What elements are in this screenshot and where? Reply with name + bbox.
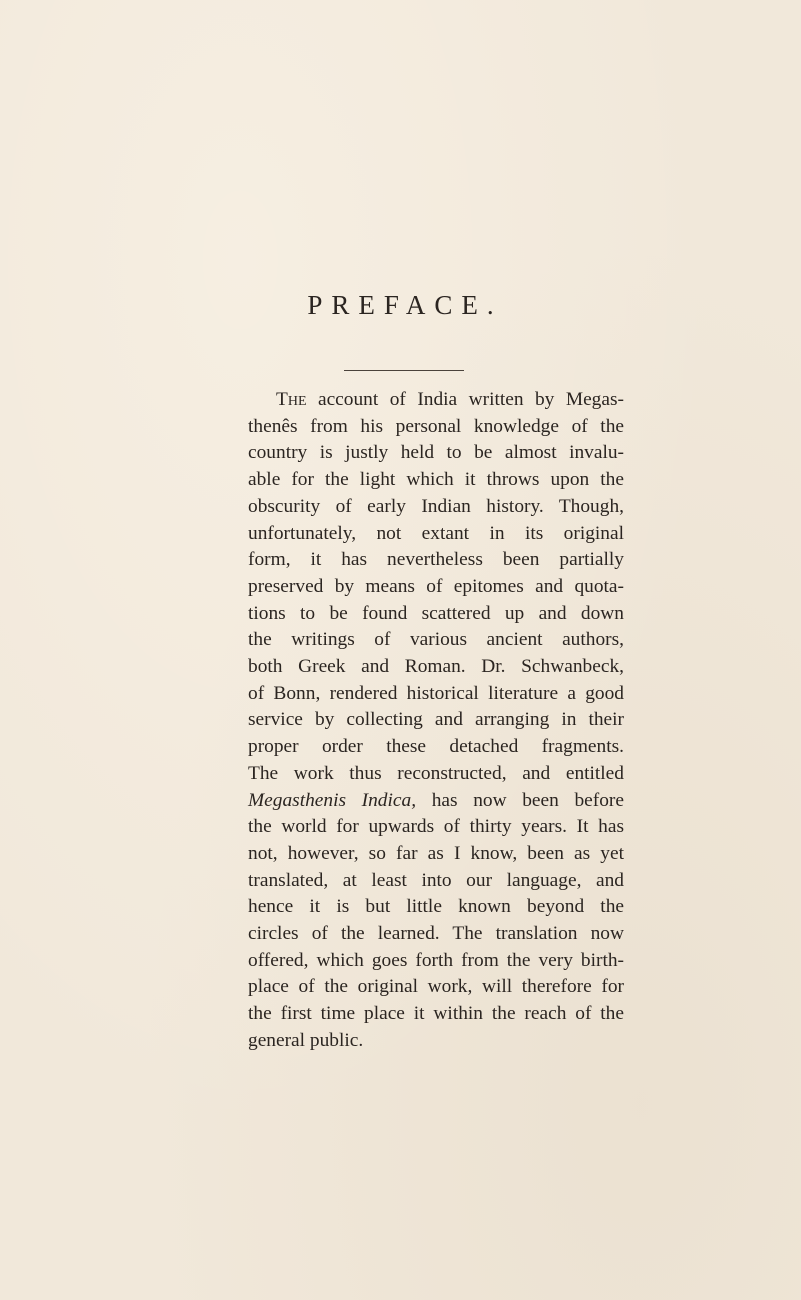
- text-line: proper order these detached fragments.: [248, 736, 624, 758]
- text-line: unfortunately, not extant in its original: [248, 522, 624, 544]
- text-line: The account of India written by Megas-: [276, 389, 624, 410]
- text-line: thenês from his personal knowledge of the: [248, 415, 624, 437]
- text-line: service by collecting and arranging in their: [248, 709, 624, 731]
- page-title: PREFACE.: [307, 290, 503, 320]
- italic-title: Megasthenis Indica,: [248, 789, 417, 811]
- text-line: circles of the learned. The translation now: [248, 923, 624, 945]
- text-line: able for the light which it throws upon the: [248, 469, 624, 491]
- text-line: tions to be found scattered up and down: [248, 602, 624, 624]
- text-line: preserved by means of epitomes and quota-: [248, 575, 624, 597]
- text-line: offered, which goes forth from the very birth-: [248, 949, 624, 971]
- text-line: Megasthenis Indica, has now been before: [248, 789, 624, 811]
- text-line: country is justly held to be almost invalu-: [248, 442, 624, 464]
- text-line: of Bonn, rendered historical literature a good: [248, 682, 624, 704]
- text-line: hence it is but little known beyond the: [248, 896, 624, 918]
- title-rule: [344, 370, 464, 371]
- text-line: both Greek and Roman. Dr. Schwanbeck,: [248, 656, 624, 678]
- text-line: the writings of various ancient authors,: [248, 629, 624, 651]
- text-line: place of the original work, will therefore for: [248, 976, 624, 998]
- text-line: The work thus reconstructed, and entitled: [248, 762, 624, 784]
- text-line: not, however, so far as I know, been as yet: [248, 842, 624, 864]
- preface-body: [248, 387, 624, 1055]
- text-line: translated, at least into our language, and: [248, 869, 624, 891]
- opening-word: The: [276, 389, 307, 410]
- text-line: the first time place it within the reach of the: [248, 1003, 624, 1025]
- text-line: general public.: [248, 1029, 364, 1051]
- text-line: the world for upwards of thirty years. It has: [248, 816, 624, 838]
- text-line: obscurity of early Indian history. Though,: [248, 495, 624, 517]
- text-line: form, it has nevertheless been partially: [248, 549, 624, 571]
